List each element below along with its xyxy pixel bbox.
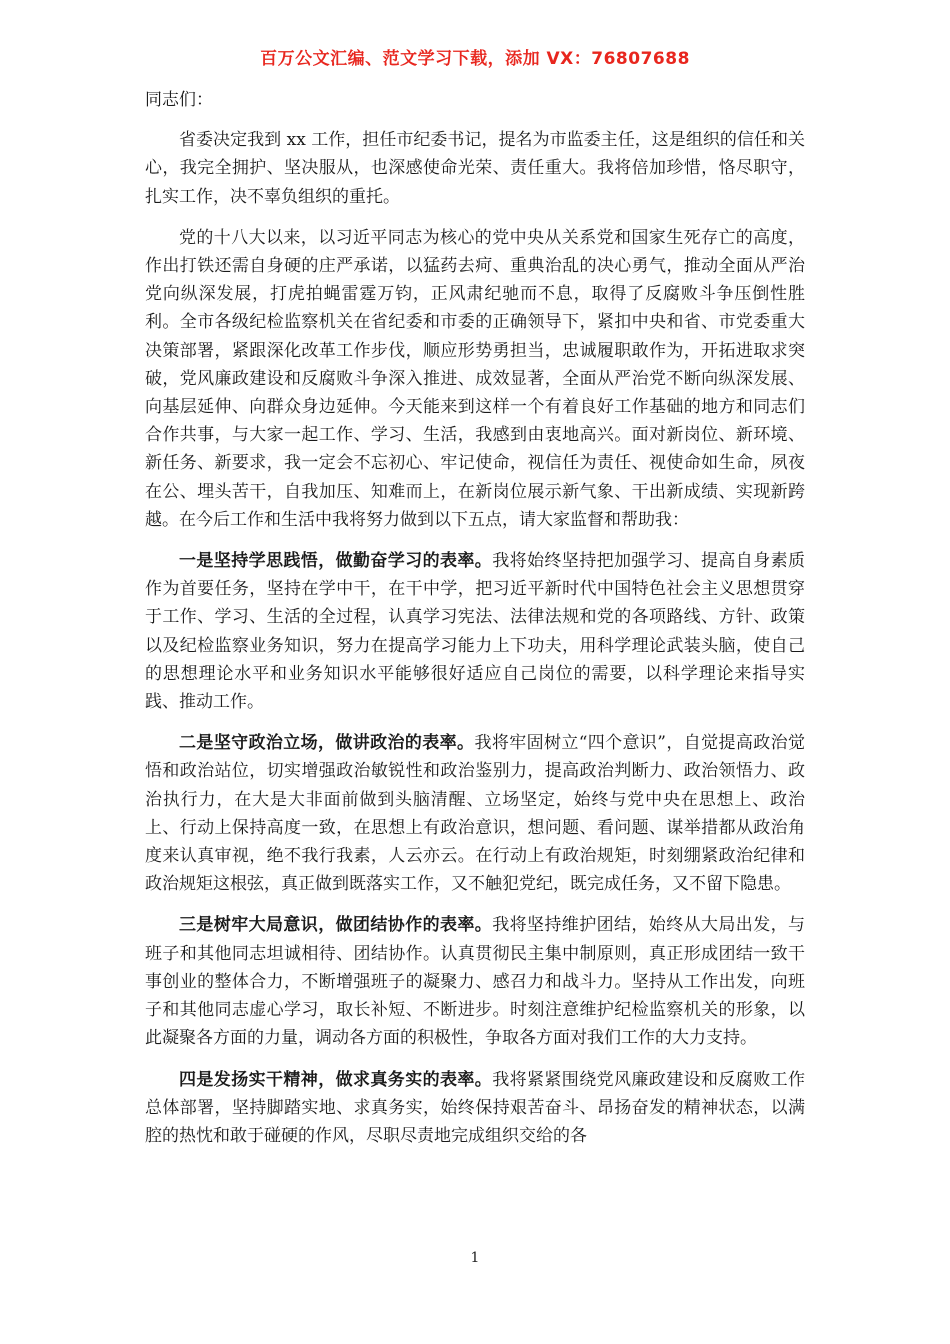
paragraph-lead: 一是坚持学思践悟，做勤奋学习的表率。: [179, 551, 493, 572]
paragraph-text: 我将始终坚持把加强学习、提高自身素质作为首要任务，坚持在学中干，在干中学，把习近平新时代中国特色社会主义思想贯穿于工作、学习、生活的全过程，认真学习宪法、法律法规和党的各项路线、方针、政策以及纪检监察业务知识，努力在提高学习能力上下功夫，用科学理论武装头脑，使自己的思想理论水平和业务知识水平能够很好适应自己岗位的需要，以科学理论来指导实践、推动工作。: [145, 551, 806, 713]
salutation: 同志们：: [145, 90, 213, 110]
paragraph: [145, 911, 805, 1052]
paragraph-lead: 二是坚守政治立场，做讲政治的表率。: [179, 733, 475, 754]
watermark-banner: 百万公文汇编、范文学习下载，添加 VX：76807688: [260, 49, 690, 69]
paragraph: [145, 1066, 805, 1151]
paragraph: [145, 729, 805, 898]
paragraph-lead: 四是发扬实干精神，做求真务实的表率。: [179, 1069, 493, 1090]
paragraph: [145, 547, 805, 716]
paragraph-lead: 三是树牢大局意识，做团结协作的表率。: [179, 915, 493, 936]
paragraph-text: 省委决定我到 xx 工作，担任市纪委书记，提名为市监委主任，这是组织的信任和关心，我完全拥护、坚决服从，也深感使命光荣、责任重大。我将倍加珍惜，恪尽职守，扎实工作，决不辜负组织的重托。: [145, 130, 805, 207]
page-number: 1: [470, 1250, 480, 1266]
paragraph-text: 我将牢固树立“四个意识”，自觉提高政治觉悟和政治站位，切实增强政治敏锐性和政治鉴别力，提高政治判断力、政治领悟力、政治执行力，在大是大非面前做到头脑清醒、立场坚定，始终与党中央在思想上、政治上、行动上保持高度一致，在思想上有政治意识，想问题、看问题、谋举措都从政治角度来认真审视，绝不我行我素，人云亦云。在行动上有政治规矩，时刻绷紧政治纪律和政治规矩这根弦，真正做到既落实工作，又不触犯党纪，既完成任务，又不留下隐患。: [145, 733, 806, 895]
paragraph: [145, 224, 805, 534]
paragraph-text: 我将坚持维护团结，始终从大局出发，与班子和其他同志坦诚相待、团结协作。认真贯彻民主集中制原则，真正形成团结一致干事创业的整体合力，不断增强班子的凝聚力、感召力和战斗力。坚持从工作出发，向班子和其他同志虚心学习，取长补短、不断进步。时刻注意维护纪检监察机关的形象，以此凝聚各方面的力量，调动各方面的积极性，争取各方面对我们工作的大力支持。: [145, 915, 806, 1049]
document-body: [145, 86, 805, 1163]
paragraph-text: 党的十八大以来，以习近平同志为核心的党中央从关系党和国家生死存亡的高度，作出打铁还需自身硬的庄严承诺，以猛药去疴、重典治乱的决心勇气，推动全面从严治党向纵深发展，打虎拍蝇雷霆万钧，正风肃纪驰而不息，取得了反腐败斗争压倒性胜利。全市各级纪检监察机关在省纪委和市委的正确领导下，紧扣中央和省、市党委重大决策部署，紧跟深化改革工作步伐，顺应形势勇担当，忠诚履职敢作为，开拓进取求突破，党风廉政建设和反腐败斗争深入推进、成效显著，全面从严治党不断向纵深发展、向基层延伸、向群众身边延伸。今天能来到这样一个有着良好工作基础的地方和同志们合作共事，与大家一起工作、学习、生活，我感到由衷地高兴。面对新岗位、新环境、新任务、新要求，我一定会不忘初心、牢记使命，视信任为责任、视使命如生命，夙夜在公、埋头苦干，自我加压、知难而上，在新岗位展示新气象、干出新成绩、实现新跨越。在今后工作和生活中我将努力做到以下五点，请大家监督和帮助我：: [145, 227, 805, 530]
paragraph: [145, 126, 805, 211]
paragraph-text: 我将紧紧围绕党风廉政建设和反腐败工作总体部署，坚持脚踏实地、求真务实，始终保持艰苦奋斗、昂扬奋发的精神状态，以满腔的热忱和敢于碰硬的作风，尽职尽责地完成组织交给的各: [145, 1069, 806, 1146]
